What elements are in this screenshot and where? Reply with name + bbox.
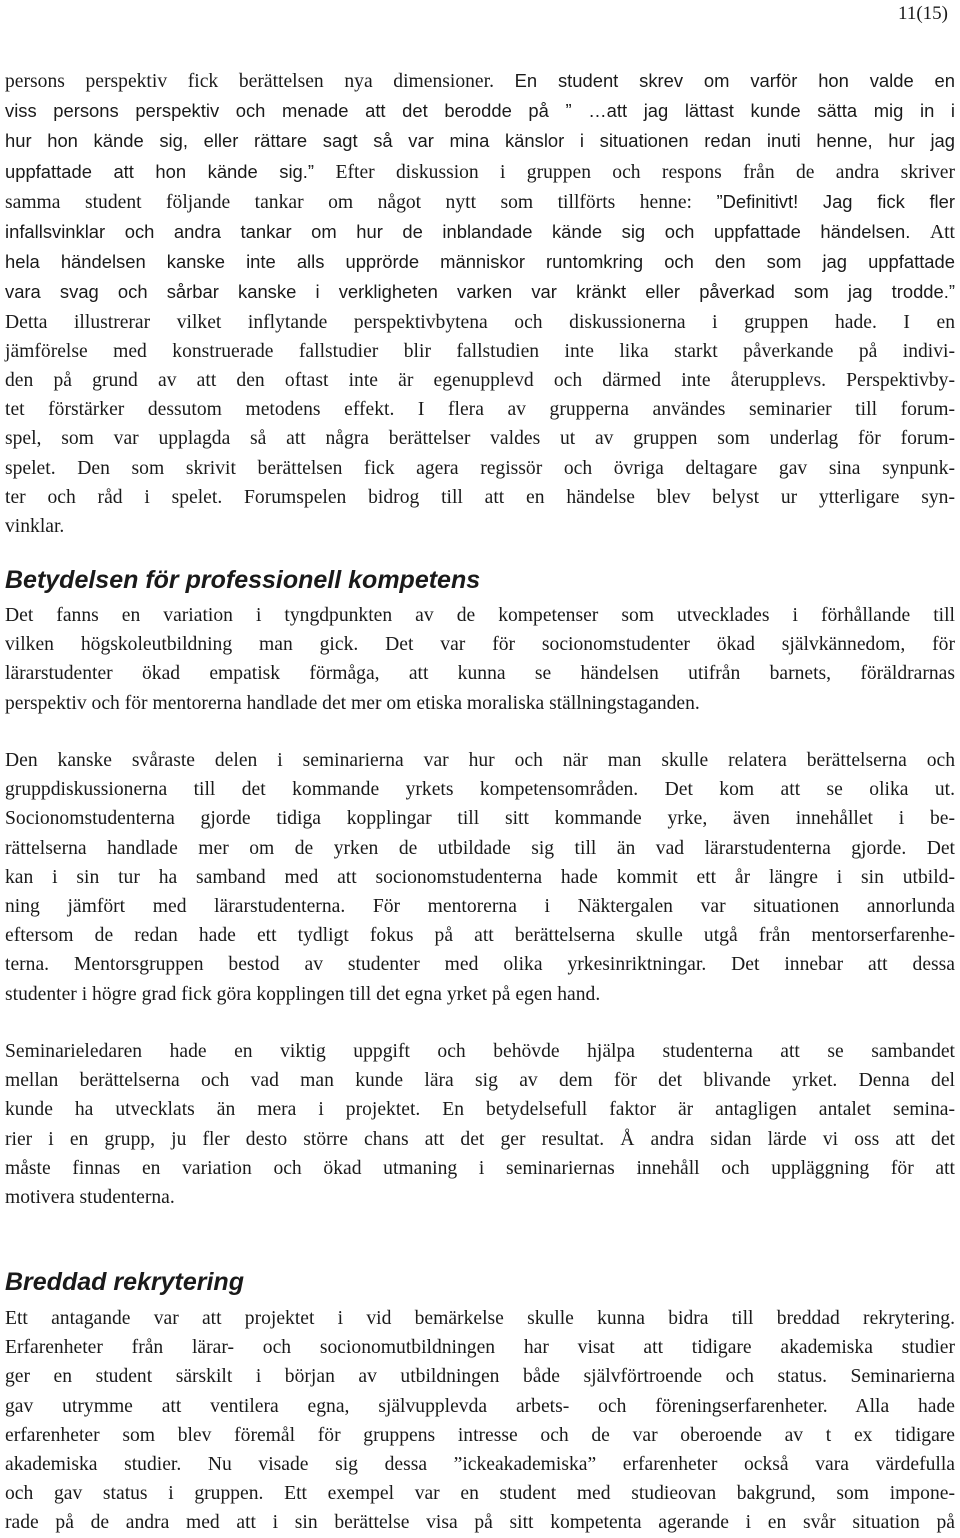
body-text: spelet. Den som skrivit berättelsen fick agera regissör och övriga deltagare gav sina synpunk-: [5, 457, 955, 479]
text-line: [5, 308, 955, 337]
text-line: motivera studenterna.: [5, 1187, 175, 1209]
intro-paragraph: [5, 66, 955, 541]
text-line: [5, 337, 955, 366]
text-line: lärarstudenter ökad empatisk förmåga, att kunna se händelsen utifrån barnets, föräldrarnas: [5, 663, 955, 685]
text-line: Seminarieledaren hade en viktig uppgift och behövde hjälpa studenterna att se sambandet: [5, 1041, 955, 1062]
section-heading-professional-competence: Betydelsen för professionell kompetens: [5, 566, 481, 594]
paragraph-competence-variation: [5, 601, 955, 718]
text-line: [5, 395, 955, 424]
body-text: den på grund av att den oftast inte är egenupplevd och därmed inte återupplevs. Perspektivby-: [5, 370, 955, 392]
text-line: [5, 483, 955, 512]
quoted-text: viss persons perspektiv och menade att det berodde på ” …att jag lättast kunde sätta mig in i: [5, 100, 955, 122]
text-line: akademiska studier. Nu visade sig dessa ”ickeakademiska” erfarenheter också vara värdefulla: [5, 1454, 955, 1476]
text-line: [5, 512, 955, 541]
text-line: rier i en grupp, ju fler desto större chans att det ger resultat. Å andra sidan lärde vi oss att det: [5, 1128, 955, 1150]
text-line: [5, 424, 955, 453]
body-text: samma student följande tankar om något nytt som tillförts henne:: [5, 191, 717, 213]
text-line: [5, 217, 955, 247]
text-line: och gav status i gruppen. Ett exempel var en student med studieovan bakgrund, som impone-: [5, 1483, 955, 1505]
body-text: Efter diskussion i gruppen och respons från de andra skriver: [335, 161, 955, 183]
quoted-text: uppfattade att hon kände sig.”: [5, 160, 336, 182]
text-line: [5, 366, 955, 395]
body-text: spel, som var upplagda så att några berättelser valdes ut av gruppen som underlag för forum-: [5, 428, 955, 450]
section-heading-broadened-recruitment: Breddad rekrytering: [5, 1268, 244, 1296]
text-line: [5, 126, 955, 156]
body-text: vinklar.: [5, 516, 65, 538]
text-line: [5, 277, 955, 307]
paragraph-recruitment: [5, 1304, 955, 1538]
text-line: Den kanske svåraste delen i seminarierna var hur och när man skulle relatera berättelserna och: [5, 750, 955, 771]
text-line: Ett antagande var att projektet i vid bemärkelse skulle kunna bidra till breddad rekrytering.: [5, 1308, 955, 1329]
text-line: [5, 96, 955, 126]
text-line: kan i sin tur ha samband med att socionomstudenterna hade kommit ett år längre i sin utbild-: [5, 866, 955, 888]
quoted-text: vara svag och sårbar kanske i verkligheten varken var kränkt eller påverkad som jag trodde.”: [5, 281, 955, 303]
text-line: mellan berättelserna och vad man kunde lära sig av dem för det blivande yrket. Denna del: [5, 1070, 955, 1092]
text-line: ning jämfört med lärarstudenterna. För mentorerna i Näktergalen var situationen annorlunda: [5, 896, 955, 918]
body-text: persons perspektiv fick berättelsen nya dimensioner.: [5, 71, 515, 92]
text-line: eftersom de redan hade ett tydligt fokus på att berättelserna skulle utgå från mentorserfarenhe-: [5, 925, 955, 947]
quoted-text: hela händelsen kanske inte alls upprörde människor runtomkring och den som jag uppfattade: [5, 251, 955, 273]
text-line: [5, 247, 955, 277]
text-line: erfarenheter som blev föremål för gruppens intresse och de var oberoende av t ex tidigare: [5, 1424, 955, 1446]
page-number: 11(15): [898, 3, 948, 24]
text-line: [5, 454, 955, 483]
paragraph-hardest-part: [5, 746, 955, 1009]
body-text: tet förstärker dessutom metodens effekt. I flera av grupperna användes seminarier till forum-: [5, 399, 955, 421]
quoted-text: infallsvinklar och andra tankar om hur de inblandade kände sig och uppfattade händelsen.: [5, 221, 930, 243]
text-line: studenter i högre grad fick göra kopplingen till det egna yrket på egen hand.: [5, 983, 601, 1005]
text-line: måste finnas en variation och ökad utmaning i seminariernas innehåll och uppläggning för att: [5, 1157, 955, 1179]
text-line: rade på de andra med att i sin berättelse visa på sitt kompetenta agerande i en svår situation på: [5, 1512, 955, 1534]
text-line: [5, 157, 955, 187]
text-line: Erfarenheter från lärar- och socionomutbildningen har visat att tidigare akademiska studier: [5, 1337, 955, 1359]
text-line: gav utrymme att ventilera egna, självupplevda arbets- och föreningserfarenheter. Alla hade: [5, 1395, 955, 1417]
text-line: perspektiv och för mentorerna handlade det mer om etiska moraliska ställningstaganden.: [5, 692, 700, 714]
body-text: ter och råd i spelet. Forumspelen bidrog till att en händelse blev belyst ur ytterligare syn-: [5, 486, 955, 508]
text-line: terna. Mentorsgruppen bestod av studenter med olika yrkesinriktningar. Det innebar att dessa: [5, 954, 955, 976]
text-line: vilken högskoleutbildning man gick. Det var för socionomstudenter ökad självkännedom, för: [5, 634, 955, 656]
quoted-text: ”Definitivt! Jag fick fler: [716, 190, 955, 212]
quoted-text: hur hon kände sig, eller rättare sagt så var mina känslor i situationen redan inuti henne, hur jag: [5, 130, 955, 152]
text-line: [5, 187, 955, 217]
text-line: ger en student särskilt i början av utbildningen både självförtroende och status. Seminarierna: [5, 1366, 955, 1388]
quoted-text: En student skrev om varför hon valde en: [514, 70, 956, 91]
body-text: jämförelse med konstruerade fallstudier blir fallstudien inte lika starkt påverkande på indivi-: [5, 340, 955, 362]
text-line: kunde ha utvecklats än mera i projektet. En betydelsefull faktor är antagligen antalet semina-: [5, 1099, 955, 1121]
body-text: Att: [929, 222, 955, 244]
text-line: gruppdiskussionerna till det kommande yrkets kompetensområden. Det kom att se olika ut.: [5, 779, 955, 801]
text-line: Det fanns en variation i tyngdpunkten av de kompetenser som utvecklades i förhållande till: [5, 605, 955, 626]
text-line: [5, 66, 955, 96]
text-line: rättelserna handlade mer om de yrken de utbildade sig till än vad lärarstudenterna gjorde. Det: [5, 837, 955, 859]
text-line: Socionomstudenterna gjorde tidiga kopplingar till sitt kommande yrke, även innehållet i be-: [5, 808, 955, 830]
body-text: Detta illustrerar vilket inflytande perspektivbytena och diskussionerna i gruppen hade. I en: [5, 311, 955, 333]
paragraph-seminar-leader: [5, 1037, 955, 1212]
